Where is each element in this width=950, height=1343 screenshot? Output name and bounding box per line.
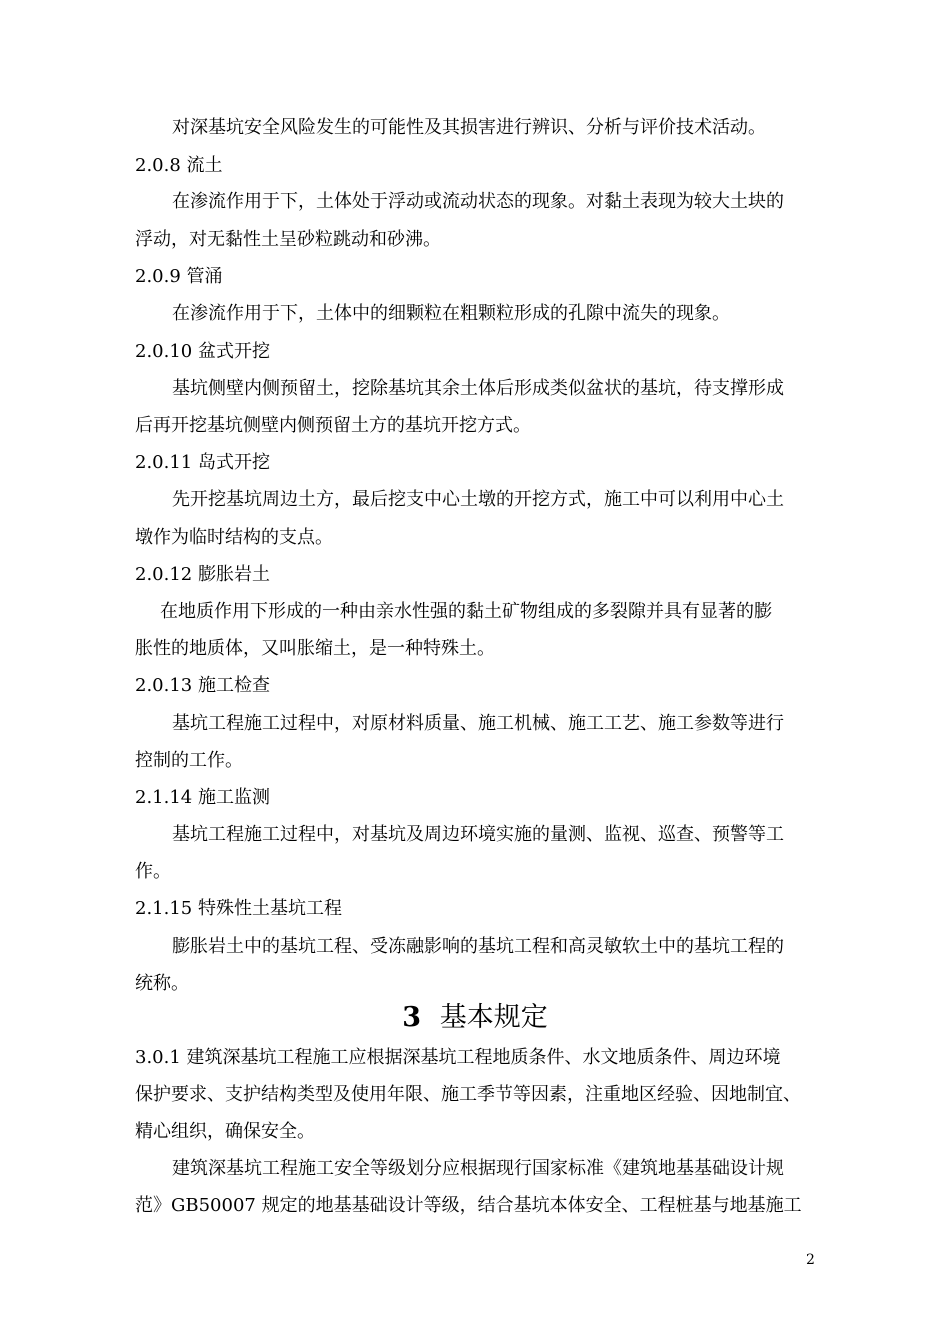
paragraph-line: 先开挖基坑周边土方，最后挖支中心土墩的开挖方式，施工中可以利用中心土 — [172, 489, 784, 510]
term-heading-2-0-12: 2.0.12 膨胀岩土 — [135, 564, 270, 585]
paragraph-line: 统称。 — [135, 973, 189, 994]
paragraph-line: 范》GB50007 规定的地基基础设计等级，结合基坑本体安全、工程桩基与地基施工 — [135, 1195, 802, 1216]
term-heading-2-0-13: 2.0.13 施工检查 — [135, 675, 270, 696]
term-heading-2-0-8: 2.0.8 流土 — [135, 155, 223, 176]
paragraph-line: 在地质作用下形成的一种由亲水性强的黏土矿物组成的多裂隙并具有显著的膨 — [160, 601, 772, 622]
section-heading — [0, 1002, 950, 1034]
paragraph-line: 控制的工作。 — [135, 750, 243, 771]
clause-line: 保护要求、支护结构类型及使用年限、施工季节等因素，注重地区经验、因地制宜、 — [135, 1084, 801, 1105]
section-title: 基本规定 — [439, 1002, 548, 1033]
term-heading-2-1-15: 2.1.15 特殊性土基坑工程 — [135, 898, 342, 919]
page-number: 2 — [806, 1252, 815, 1268]
term-heading-2-0-9: 2.0.9 管涌 — [135, 266, 223, 287]
term-heading-2-0-11: 2.0.11 岛式开挖 — [135, 452, 270, 473]
paragraph-line: 基坑工程施工过程中，对基坑及周边环境实施的量测、监视、巡查、预警等工 — [172, 824, 784, 845]
paragraph-line: 作。 — [135, 861, 171, 882]
paragraph-line: 基坑侧壁内侧预留土，挖除基坑其余土体后形成类似盆状的基坑，待支撑形成 — [172, 378, 784, 399]
clause-line: 精心组织，确保安全。 — [135, 1121, 315, 1142]
clause-line: 3.0.1 建筑深基坑工程施工应根据深基坑工程地质条件、水文地质条件、周边环境 — [135, 1047, 781, 1068]
paragraph-line: 浮动，对无黏性土呈砂粒跳动和砂沸。 — [135, 229, 441, 250]
term-heading-2-0-10: 2.0.10 盆式开挖 — [135, 341, 270, 362]
paragraph-line: 后再开挖基坑侧壁内侧预留土方的基坑开挖方式。 — [135, 415, 531, 436]
paragraph-line: 墩作为临时结构的支点。 — [135, 527, 333, 548]
paragraph-line: 膨胀岩土中的基坑工程、受冻融影响的基坑工程和高灵敏软土中的基坑工程的 — [172, 936, 784, 957]
paragraph-line: 基坑工程施工过程中，对原材料质量、施工机械、施工工艺、施工参数等进行 — [172, 713, 784, 734]
paragraph-line: 建筑深基坑工程施工安全等级划分应根据现行国家标准《建筑地基基础设计规 — [172, 1158, 784, 1179]
paragraph-line: 对深基坑安全风险发生的可能性及其损害进行辨识、分析与评价技术活动。 — [172, 117, 766, 138]
paragraph-line: 在渗流作用于下，土体处于浮动或流动状态的现象。对黏土表现为较大土块的 — [172, 191, 784, 212]
section-number: 3 — [402, 1002, 421, 1033]
paragraph-line: 在渗流作用于下，土体中的细颗粒在粗颗粒形成的孔隙中流失的现象。 — [172, 303, 730, 324]
paragraph-line: 胀性的地质体，又叫胀缩土，是一种特殊土。 — [135, 638, 495, 659]
term-heading-2-1-14: 2.1.14 施工监测 — [135, 787, 270, 808]
